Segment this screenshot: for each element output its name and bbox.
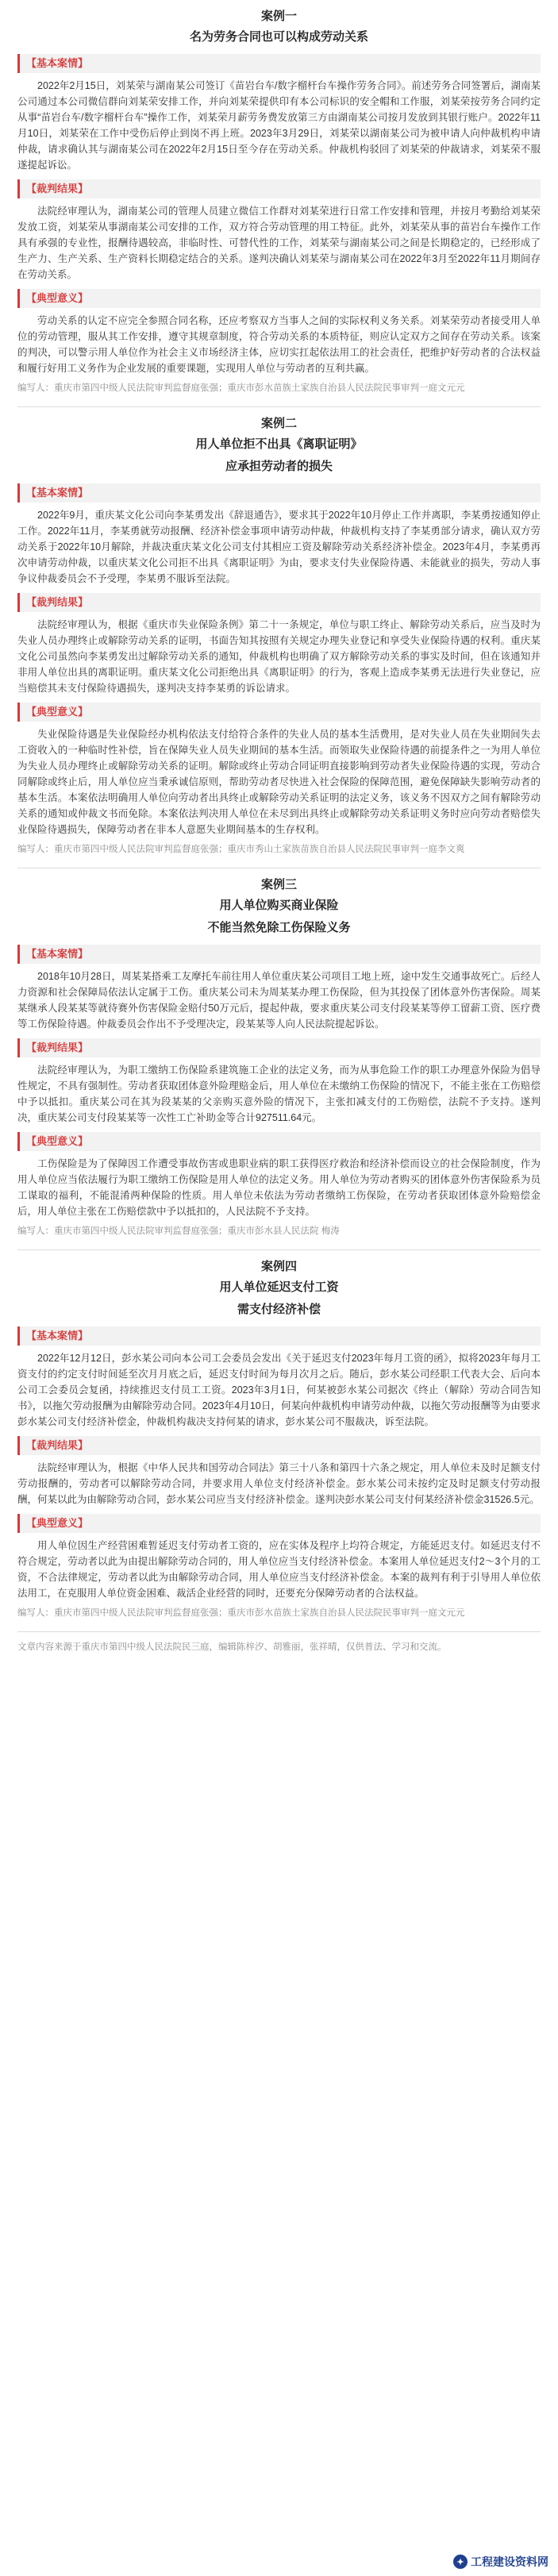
source-note: 文章内容来源于重庆市第四中级人民法院民三庭，编辑陈梓汐、胡雅丽，张祥晴，仅供普法、学习和交流。 — [17, 1642, 447, 1652]
section-label-basic-facts: 【基本案情】 — [17, 483, 541, 502]
section-label-judgment: 【裁判结果】 — [17, 1436, 541, 1455]
section-label-judgment: 【裁判结果】 — [17, 1038, 541, 1057]
significance-paragraph: 用人单位因生产经营困难暂延迟支付劳动者工资的，应在实体及程序上均符合规定，方能延迟支付。如延迟支付不符合规定，劳动者以此为由提出解除劳动合同的，用人单位应当支付经济补偿金。本案用人单位延迟支付2～3个月的工资，不合法律规定，劳动者以此为由解除劳动合同，用人单位应当支付经济补偿金。本案的裁判有利于引导用人单位依法用工，在克服用人单位资金困难、裁活企业经营的同时，还要充分保障劳动者的合法权益。 — [17, 1540, 541, 1599]
watermark-text: 工程建设资料网 — [471, 2555, 548, 2568]
case-title: 案例四 — [260, 1260, 297, 1273]
case-subtitle: 名为劳务合同也可以构成劳动关系 — [189, 30, 368, 44]
section-label-significance: 【典型意义】 — [17, 703, 541, 722]
case-subtitle-line-2: 应承担劳动者的损失 — [225, 460, 333, 473]
case-2 — [17, 415, 541, 857]
case-editor-credit: 编写人：重庆市第四中级人民法院审判监督庭张强；重庆市秀山土家族苗族自治县人民法院民事审判一庭李文爽 — [17, 845, 465, 854]
divider — [17, 406, 541, 407]
judgment-paragraph: 法院经审理认为，根据《中华人民共和国劳动合同法》第三十八条和第四十六条之规定，用人单位未及时足额支付劳动报酬的，劳动者可以解除劳动合同，并要求用人单位支付经济补偿金。彭水某公司未按约定及时足额支付劳动报酬，何某以此为由解除劳动合同，彭水某公司应当支付经济补偿金。遂判决彭水某公司支付何某经济补偿金31526.5元。 — [17, 1462, 541, 1505]
judgment-paragraph: 法院经审理认为，根据《重庆市失业保险条例》第二十一条规定，单位与职工终止、解除劳动关系后，应当及时为失业人员办理终止或解除劳动关系的证明，书面告知其按照有关规定办理失业登记和享受失业保险待遇的权利。重庆某文化公司虽然向李某勇发出过解除劳动关系的通知，仲裁机构也明确了双方解除劳动关系的事实及时间，但在该通知并非用人单位出具的离职证明。重庆某文化公司拒绝出具《离职证明》的行为，客观上造成李某勇无法进行失业登记，应当赔偿其未支付保险待遇损失，遂判决支持李某勇的诉讼请求。 — [17, 619, 541, 694]
facts-paragraph: 2022年12月12日，彭水某公司向本公司工会委员会发出《关于延迟支付2023年每月工资的函》，拟将2023年每月工资支付的约定支付时间延至次月月底之后，延迟支付时间为每月次月之后。随后，彭水某公司经职工代表大会、后向本公司工会委员会复函，持续推迟支付员工工资。2023年3月1日，何某被彭水某公司据次《终止（解除）劳动合同告知书》，以拖欠劳动报酬为由解除劳动合同。2023年4月10日，何某向仲裁机构申请劳动仲裁，以拖欠劳动报酬等为由要求彭水某公司支付经济补偿金，仲裁机构裁决支持何某的请求，彭水某公司不服裁决，诉至法院。 — [17, 1353, 541, 1427]
case-4 — [17, 1258, 541, 1620]
logo-icon: ✦ — [453, 2555, 468, 2569]
judgment-paragraph: 法院经审理认为，为职工缴纳工伤保险系建筑施工企业的法定义务，而为从事危险工作的职工办理意外保险为倡导性规定，不具有强制性。劳动者获取团体意外险理赔金后，用人单位在未缴纳工伤保险的情况下，不能主张在工伤赔偿中予以抵扣。重庆某公司在其为段某某的父亲购买意外险的情况下，主张扣减支付的工伤赔偿，法院不予支持。遂判决，重庆某公司支付段某某等一次性工亡补助金等合计927511.64元。 — [17, 1065, 541, 1123]
case-subtitle-line-2: 不能当然免除工伤保险义务 — [207, 921, 351, 934]
significance-paragraph: 失业保险待遇是失业保险经办机构依法支付给符合条件的失业人员的基本生活费用，是对失业人员在失业期间失去工资收入的一种临时性补偿，旨在保障失业人员失业期间的基本生活。而领取失业保险待遇的前提条件之一为用人单位为失业人员办理终止或解除劳动关系的证明。解除或终止劳动合同证明直接影响到劳动者失业保险待遇的实现，劳动合同解除或终止后，用人单位应当秉承诚信原则，帮助劳动者尽快进入社会保险的保障范围，避免保障缺失影响劳动者的基本生活。本案依法明确用人单位向劳动者出具终止或解除劳动关系证明的法定义务，该义务不因双方之间有解除劳动关系的通知或仲裁文书而免除。本案依法判决用人单位在未尽到出具终止或解除劳动关系证明义务时应向劳动者赔偿失业保险待遇损失，保障劳动者在非本人意愿失业期间基本的生存权利。 — [17, 729, 541, 835]
case-subtitle: 用人单位延迟支付工资 — [219, 1280, 339, 1294]
case-editor-credit: 编写人：重庆市第四中级人民法院审判监督庭张强；重庆市彭水县人民法院 梅涛 — [17, 1226, 340, 1236]
judgment-paragraph: 法院经审理认为，湖南某公司的管理人员建立微信工作群对刘某荣进行日常工作安排和管理，并按月考勤给刘某荣发放工资，刘某荣从事湖南某公司安排的工作，双方符合劳动管理的用工特征。此外，刘某荣从事的苗岩台车操作工作具有承强的专业性，报酬待遇较高，非临时性、可替代性的工作，刘某荣与湖南某公司之间是长期稳定的，已经形成了生产力、生产关系、生产资料长期稳定结合的关系。遂判决确认刘某荣与湖南某公司在2022年3月至2022年11月期间存在劳动关系。 — [17, 206, 541, 280]
case-editor-credit: 编写人：重庆市第四中级人民法院审判监督庭张强；重庆市彭水苗族土家族自治县人民法院民事审判一庭文元元 — [17, 383, 465, 393]
section-label-basic-facts: 【基本案情】 — [17, 54, 541, 73]
significance-paragraph: 劳动关系的认定不应完全参照合同名称，还应考察双方当事人之间的实际权利义务关系。刘某荣劳动者接受用人单位的劳动管理，服从其工作安排，遵守其规章制度，符合劳动关系的本质特征，则应认定双方之间存在劳动关系。该案的判决，可以警示用人单位作为社会主义市场经济主体，应切实扛起依法用工的社会责任，把维护好劳动者的合法权益和履行好用工义务作为企业发展的重要课题，实现用人单位与劳动者的互利共赢。 — [17, 315, 541, 374]
divider — [17, 1631, 541, 1632]
facts-paragraph: 2022年2月15日，刘某荣与湖南某公司签订《苗岩台车/数字榴杆台车操作劳务合同》。前述劳务合同签署后，湖南某公司通过本公司微信群向刘某荣安排工作，并向刘某荣提供印有本公司标识的安全帽和工作服，刘某荣按劳务合同约定从事“苗岩台车/数字榴杆台车”操作工作，刘某荣月薪劳务费发放第三方由湖南某公司按月发放到其银行账户。2022年11月10日，刘某荣在工作中受伤后停止到岗不再上班。2023年3月29日，刘某荣以湖南某公司为被申请人向仲裁机构申请仲裁，请求确认其与湖南某公司在2022年2月15日至今存在劳动关系。仲裁机构驳回了刘某荣的仲裁请求，刘某荣不服遂提起诉讼。 — [17, 80, 541, 171]
case-title: 案例一 — [260, 10, 297, 23]
case-title: 案例三 — [260, 878, 297, 891]
case-subtitle-line-2: 需支付经济补偿 — [237, 1303, 321, 1316]
section-label-significance: 【典型意义】 — [17, 1514, 541, 1533]
section-label-basic-facts: 【基本案情】 — [17, 945, 541, 964]
section-label-judgment: 【裁判结果】 — [17, 179, 541, 198]
case-1 — [17, 8, 541, 395]
case-3 — [17, 876, 541, 1238]
section-label-significance: 【典型意义】 — [17, 1132, 541, 1151]
facts-paragraph: 2018年10月28日，周某某搭乘工友摩托车前往用人单位重庆某公司项目工地上班，途中发生交通事故死亡。后经人力资源和社会保障局依法认定属于工伤。重庆某公司未为周某某办理工伤保险，但为其投保了团体意外伤害保险。周某某继承人段某某等就待赛外伤害保险金赔付50万元后，提起仲裁，要求重庆某公司支付段某某等停工留薪工资、医疗费等工伤保险待遇。仲裁委员会作出不予受理决定，段某某等人向人民法院提起诉讼。 — [17, 971, 541, 1030]
site-watermark — [453, 2554, 548, 2570]
case-editor-credit: 编写人：重庆市第四中级人民法院审判监督庭张强；重庆市彭水苗族土家族自治县人民法院民事审判一庭文元元 — [17, 1608, 465, 1618]
facts-paragraph: 2022年9月，重庆某文化公司向李某勇发出《辞退通告》，要求其于2022年10月停止工作并离职，李某勇按通知停止工作。2022年11月，李某勇就劳动报酬、经济补偿金事项申请劳动仲裁，仲裁机构支持了李某勇部分请求，确认双方劳动关系于2022年10月解除，并裁决重庆某文化公司支付其相应工资及解除劳动关系经济补偿金。2023年4月，李某勇再次申请劳动仲裁，以重庆某文化公司拒不出具《离职证明》为由，要求支付失业保险待遇、未能就业的损失，劳动人事争议仲裁委员会不予受理，李某勇不服诉至法院。 — [17, 510, 541, 584]
section-label-basic-facts: 【基本案情】 — [17, 1327, 541, 1346]
section-label-significance: 【典型意义】 — [17, 289, 541, 308]
divider — [17, 1249, 541, 1250]
significance-paragraph: 工伤保险是为了保障因工作遭受事故伤害或患职业病的职工获得医疗救治和经济补偿而设立的社会保险制度，作为用人单位应当依法履行为职工缴纳工伤保险是用人单位的法定义务。用人单位为劳动者购买的团体意外伤害保险系为员工谋取的福利，不能混淆两种保险的性质。用人单位未依法为劳动者缴纳工伤保险，在劳动者获取团体意外险赔偿金后，用人单位主张在工伤赔偿款中予以抵扣的，人民法院不予支持。 — [17, 1158, 541, 1217]
case-subtitle: 用人单位拒不出具《离职证明》 — [195, 437, 363, 451]
section-label-judgment: 【裁判结果】 — [17, 593, 541, 612]
case-subtitle: 用人单位购买商业保险 — [219, 899, 339, 912]
case-title: 案例二 — [260, 417, 297, 430]
